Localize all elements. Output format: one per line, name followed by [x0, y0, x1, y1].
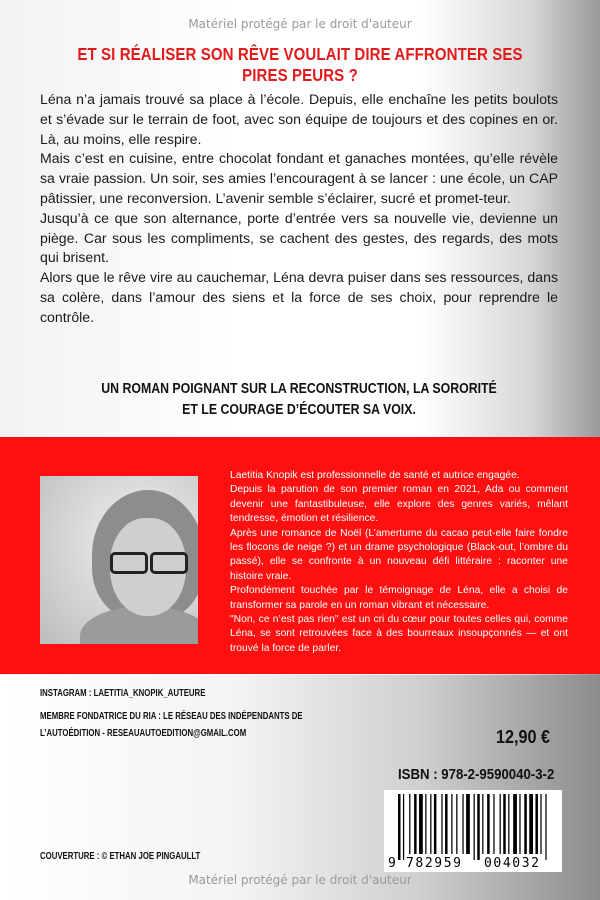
hook-line: ET LE COURAGE D’ÉCOUTER SA VOIX.: [182, 402, 416, 418]
barcode-bar: [466, 794, 470, 854]
barcode-bar: [519, 794, 520, 854]
barcode-bars: [384, 790, 562, 860]
bio-paragraph: Profondément touchée par le témoignage de Léna, elle a choisi de transformer sa parole en un roman vibrant et nécessaire.: [230, 585, 568, 611]
synopsis-paragraph: Mais c’est en cuisine, entre chocolat fondant et ganaches montées, qu’elle révèle sa vraie passion. Un soir, ses amies l’encouragent à se lancer : une école, un CAP pâtissier, une reconversion. L’avenir semble s’éclairer, sucré et promet-teur.: [40, 150, 558, 206]
barcode-bar: [445, 794, 448, 854]
tagline: ET SI RÉALISER SON RÊVE VOULAIT DIRE AFFRONTER SES PIRES PEURS ?: [77, 44, 523, 85]
barcode-bar: [535, 794, 538, 854]
hook-line: UN ROMAN POIGNANT SUR LA RECONSTRUCTION, LA SORORITÉ: [101, 381, 497, 397]
membership-line: MEMBRE FONDATRICE DU RIA : LE RÉSEAU DES INDÉPENDANTS DE: [40, 711, 303, 722]
membership-line: L’AUTOÉDITION - RESEAUAUTOEDITION@GMAIL.COM: [40, 728, 247, 739]
barcode-bar: [493, 794, 494, 854]
barcode-bar: [477, 794, 480, 860]
watermark-top: Matériel protégé par le droit d'auteur: [188, 17, 412, 31]
author-photo: [40, 476, 198, 644]
synopsis-paragraph: Jusqu’à ce que son alternance, porte d’entrée vers sa nouvelle vie, devienne un piège. Car sous les compliments, se cachent des gestes, des regards, des mots qui brisent.: [40, 209, 558, 266]
barcode-bar: [451, 794, 452, 854]
barcode-bar: [482, 794, 483, 854]
price: 12,90 €: [496, 727, 551, 747]
barcode-bar: [425, 794, 426, 854]
barcode-bar: [434, 794, 437, 854]
barcode-bar: [545, 794, 546, 860]
synopsis: [40, 90, 558, 328]
instagram-handle: INSTAGRAM : LAETITIA_KNOPIK_AUTEURE: [40, 688, 206, 699]
barcode-bar: [508, 794, 509, 854]
barcode-bar: [540, 794, 541, 854]
author-photo-glasses: [110, 552, 188, 570]
barcode-bar: [441, 794, 442, 854]
synopsis-paragraph: Alors que le rêve vire au cauchemar, Léna devra puiser dans ses ressources, dans sa colère, dans l’amour des siens et la force de ses choix, pour reprendre le contrôle.: [40, 269, 558, 325]
barcode-bar: [513, 794, 517, 854]
barcode-bar: [487, 794, 490, 854]
barcode-digit-first: 9: [388, 856, 396, 871]
barcode-bar: [474, 794, 475, 860]
barcode-bar: [414, 794, 417, 854]
barcode-bar: [419, 794, 423, 854]
bio-paragraph: Depuis la parution de son premier roman en 2021, Ada ou comment devenir une fantastibuleuse, elle explore des genres variés, mêlant tendresse, émotion et résilience.: [230, 484, 568, 525]
synopsis-paragraph: Léna n’a jamais trouvé sa place à l’école. Depuis, elle enchaîne les petits boulots et s’évade sur le terrain de foot, avec son équipe de toujours et des copines en or. Là, au moins, elle respire.: [40, 91, 558, 147]
barcode-bar: [524, 794, 527, 854]
barcode-bar: [456, 794, 457, 854]
bio-paragraph: Laetitia Knopik est professionnelle de santé et autrice engagée.: [230, 470, 520, 481]
isbn-label: ISBN : 978-2-9590040-3-2: [398, 766, 555, 783]
cover-credit: COUVERTURE : © ETHAN JOE PINGAULLT: [40, 851, 201, 862]
barcode-bar: [398, 794, 401, 860]
barcode-bar: [403, 794, 404, 860]
barcode-group-right: 004032: [484, 856, 541, 871]
barcode-bar: [462, 794, 463, 854]
barcode-bar: [409, 794, 410, 854]
barcode-bar: [529, 794, 533, 854]
barcode-group-left: 782959: [406, 856, 463, 871]
watermark-bottom: Matériel protégé par le droit d'auteur: [188, 873, 412, 887]
barcode-bar: [500, 794, 501, 854]
barcode-bar: [430, 794, 431, 854]
barcode: [384, 790, 562, 872]
bio-paragraph: "Non, ce n’est pas rien" est un cri du cœur pour toutes celles qui, comme Léna, se sont retrouvées face à des bourreaux insoupçonnés — et ont trouvé la force de parler.: [230, 614, 568, 654]
hook-statement: [40, 379, 558, 421]
bio-paragraph: Après une romance de Noël (L’amertume du cacao peut-elle faire fondre les flocons de neige ?) et un drame psychologique (Black-out, l’ombre du passé), elle se confronte à un nouveau défi littéraire : raconter une histoire vraie.: [230, 527, 568, 582]
barcode-bar: [503, 794, 506, 854]
author-bio: [230, 469, 568, 656]
